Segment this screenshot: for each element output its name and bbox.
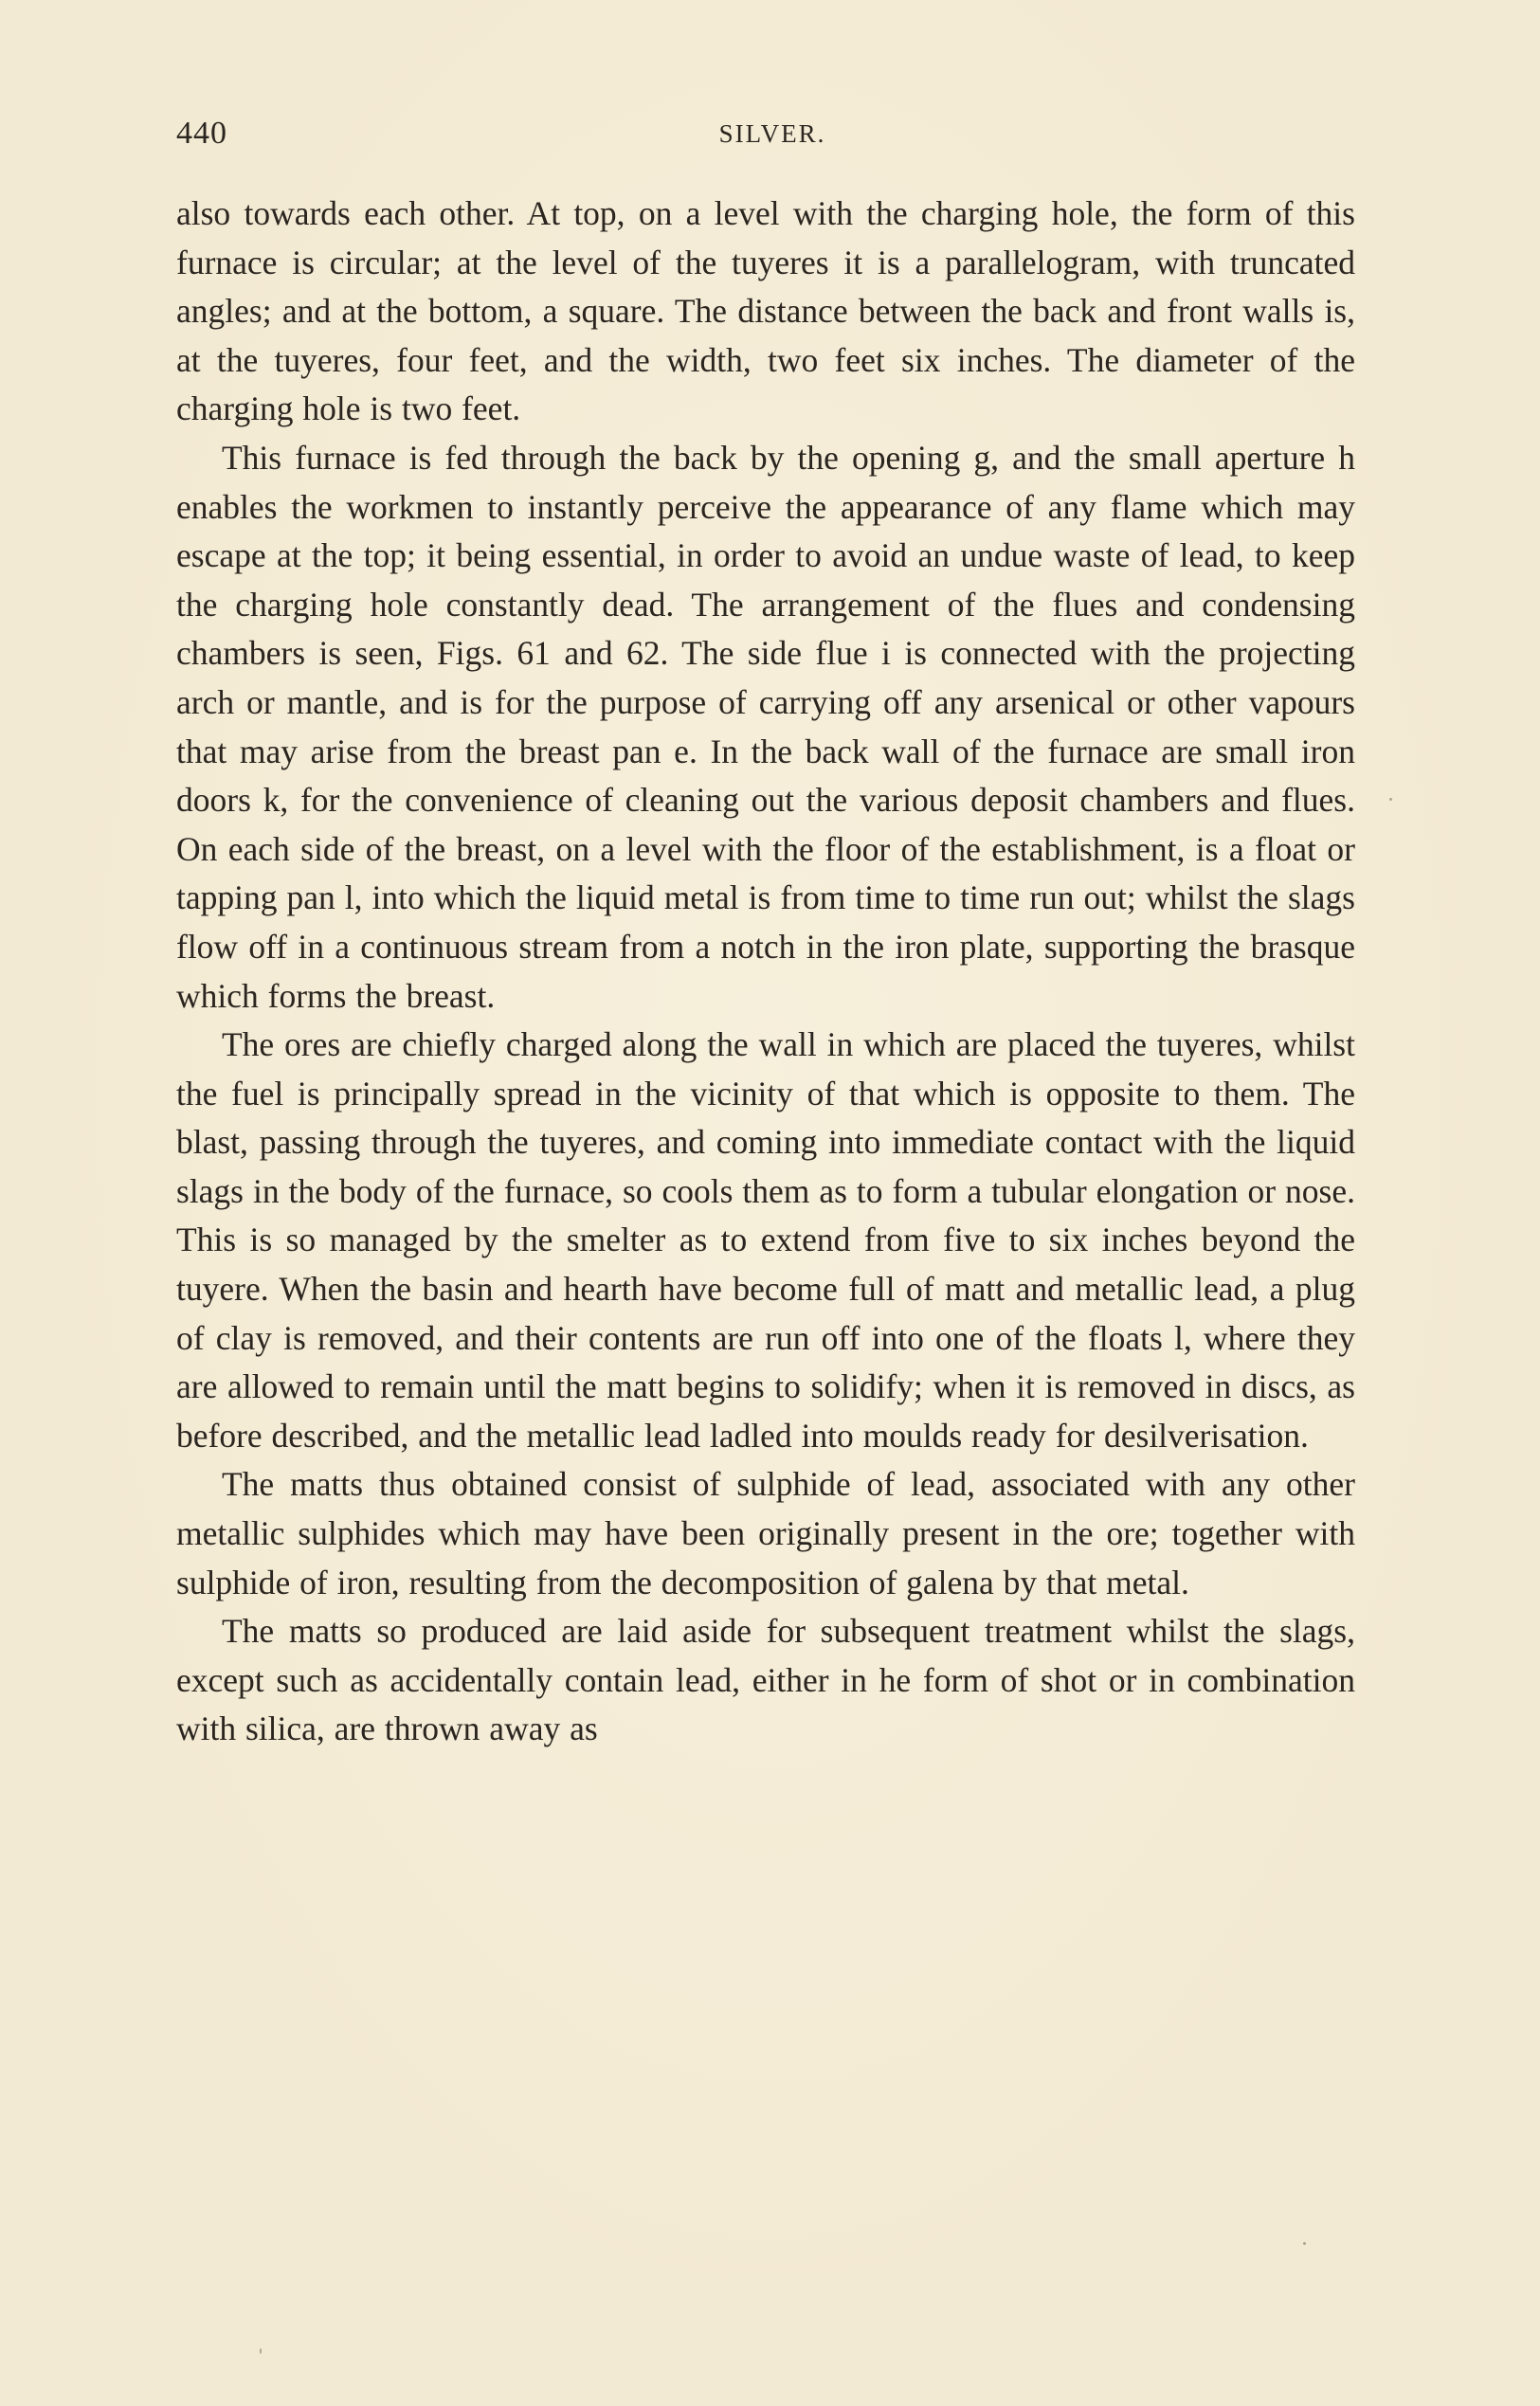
body-text xyxy=(176,190,1355,1754)
paragraph: The ores are chiefly charged along the wall in which are placed the tuyeres, whilst the fuel is principally spread in the vicinity of that which is opposite to them. The blast, passing through the tuyeres, and coming into immediate contact with the liquid slags in the body of the furnace, so cools them as to form a tubular elongation or nose. This is so managed by the smelter as to extend from five to six inches beyond the tuyere. When the basin and hearth have become full of matt and metallic lead, a plug of clay is removed, and their contents are run off into one of the floats l, where they are allowed to remain until the matt begins to solidify; when it is removed in discs, as before described, and the metallic lead ladled into moulds ready for desilverisation. xyxy=(176,1025,1355,1455)
paper-speck xyxy=(1389,798,1392,801)
paragraph: The matts so produced are laid aside for subsequent treatment whilst the slags, except such as accidentally contain lead, either in he form of shot or in combination with silica, are thrown away as xyxy=(176,1612,1355,1748)
paper-speck xyxy=(260,2348,262,2354)
running-header xyxy=(176,116,1355,163)
paragraph: The matts thus obtained consist of sulphide of lead, associated with any other metallic sulphides which may have been originally present in the ore; together with sulphide of iron, resulting from the decomposition of galena by that metal. xyxy=(176,1465,1355,1601)
paragraph: This furnace is fed through the back by the opening g, and the small aperture h enables the workmen to instantly perceive the appearance of any flame which may escape at the top; it being essential, in order to avoid an undue waste of lead, to keep the charging hole constantly dead. The arrangement of the flues and condensing chambers is seen, Figs. 61 and 62. The side flue i is connected with the projecting arch or mantle, and is for the purpose of carrying off any arsenical or other vapours that may arise from the breast pan e. In the back wall of the furnace are small iron doors k, for the convenience of cleaning out the various deposit chambers and flues. On each side of the breast, on a level with the floor of the establishment, is a float or tapping pan l, into which the liquid metal is from time to time run out; whilst the slags flow off in a continuous stream from a notch in the iron plate, supporting the brasque which forms the breast. xyxy=(176,438,1355,1015)
paper-speck xyxy=(1303,2242,1306,2245)
running-title: SILVER. xyxy=(718,119,826,148)
page-number: 440 xyxy=(176,116,227,151)
paper-speck xyxy=(1093,449,1095,451)
paragraph: also towards each other. At top, on a level with the charging hole, the form of this furnace is circular; at the level of the tuyeres it is a parallelogram, with truncated angles; and at the bottom, a square. The distance between the back and front walls is, at the tuyeres, four feet, and the width, two feet six inches. The diameter of the charging hole is two feet. xyxy=(176,194,1355,428)
